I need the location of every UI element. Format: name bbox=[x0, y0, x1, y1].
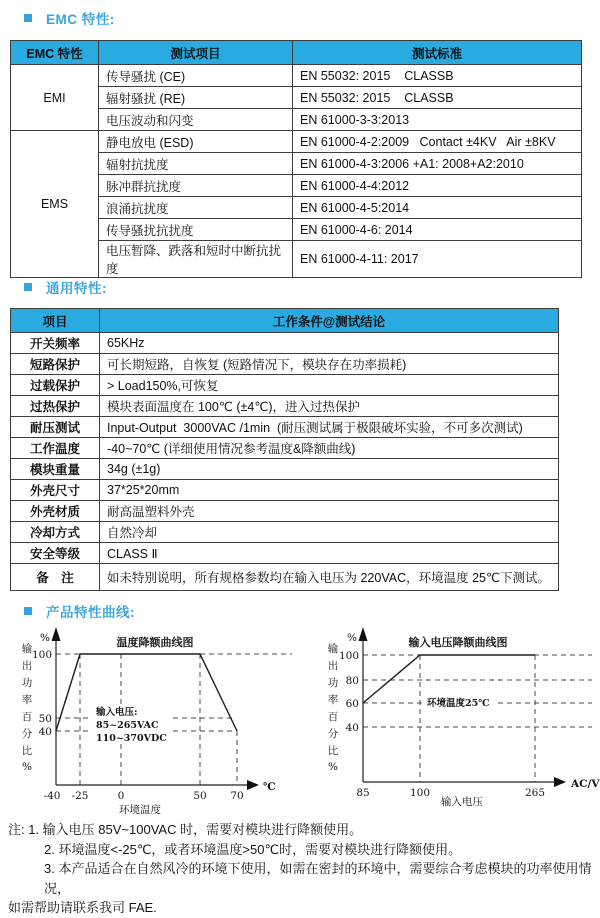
test-item: 静电放电 (ESD) bbox=[99, 131, 293, 153]
table-row bbox=[11, 480, 559, 501]
general-table bbox=[10, 308, 559, 591]
y-unit-label: % bbox=[347, 632, 357, 644]
spec-value: Input-Output 3000VAC /1min (耐压测试属于极限破坏实验，不可多次测试) bbox=[100, 417, 559, 438]
test-standard: EN 61000-4-5:2014 bbox=[293, 197, 582, 219]
spec-value: 可长期短路，自恢复 (短路情况下，模块存在功率损耗) bbox=[100, 354, 559, 375]
test-item: 传导骚扰 (CE) bbox=[99, 65, 293, 87]
y-tick: 80 bbox=[345, 675, 359, 687]
spec-item: 开关频率 bbox=[11, 333, 100, 354]
test-item: 辐射骚扰 (RE) bbox=[99, 87, 293, 109]
table-row bbox=[11, 354, 559, 375]
test-standard: EN 61000-3-3:2013 bbox=[293, 109, 582, 131]
spec-item: 外壳材质 bbox=[11, 501, 100, 522]
spec-item: 过载保护 bbox=[11, 375, 100, 396]
spec-item: 耐压测试 bbox=[11, 417, 100, 438]
table-row bbox=[11, 396, 559, 417]
annotation-line: 输入电压: bbox=[96, 707, 138, 718]
y-axis-arrow-icon bbox=[359, 627, 368, 641]
chart-title: 温度降额曲线图 bbox=[116, 636, 194, 649]
y-tick: 100 bbox=[338, 650, 359, 662]
col-header: 工作条件@测试结论 bbox=[100, 309, 559, 333]
spec-value: 34g (±1g) bbox=[100, 459, 559, 480]
y-axis-arrow-icon bbox=[52, 627, 61, 641]
test-item: 电压波动和闪变 bbox=[99, 109, 293, 131]
y-axis-label-char: 百 bbox=[21, 711, 33, 723]
spec-item: 模块重量 bbox=[11, 459, 100, 480]
spec-value: 37*25*20mm bbox=[100, 480, 559, 501]
spec-value: 模块表面温度在 100℃ (±4℃)，进入过热保护 bbox=[100, 396, 559, 417]
y-tick: 40 bbox=[38, 726, 52, 738]
table-row bbox=[11, 543, 559, 564]
section-title-text: 通用特性: bbox=[46, 281, 107, 296]
x-tick: 265 bbox=[524, 787, 546, 799]
table-row bbox=[11, 438, 559, 459]
x-axis-arrow-icon bbox=[554, 777, 566, 787]
y-axis-label-char: 输 bbox=[327, 643, 339, 655]
spec-value: CLASS Ⅱ bbox=[100, 543, 559, 564]
col-header: EMC 特性 bbox=[11, 41, 99, 65]
spec-value: 自然冷却 bbox=[100, 522, 559, 543]
test-standard: EN 61000-4-3:2006 +A1: 2008+A2:2010 bbox=[293, 153, 582, 175]
table-row bbox=[11, 375, 559, 396]
y-axis-label-char: % bbox=[22, 761, 32, 773]
spec-item: 短路保护 bbox=[11, 354, 100, 375]
x-tick: -40 bbox=[43, 790, 61, 802]
note-line: 2. 环境温度<-25℃，或者环境温度>50℃时，需要对模块进行降额使用。 bbox=[44, 841, 462, 857]
square-bullet-icon bbox=[24, 14, 32, 22]
y-axis-label-char: 率 bbox=[21, 694, 33, 706]
col-header: 测试标准 bbox=[293, 41, 582, 65]
y-tick: 60 bbox=[345, 698, 359, 710]
y-axis-label-char: 出 bbox=[21, 660, 33, 672]
emc-table bbox=[10, 40, 582, 278]
x-tick: 85 bbox=[356, 787, 370, 799]
spec-value: > Load150%,可恢复 bbox=[100, 375, 559, 396]
y-axis-label-char: 比 bbox=[21, 745, 33, 757]
test-item: 脉冲群抗扰度 bbox=[99, 175, 293, 197]
test-item: 浪涌抗扰度 bbox=[99, 197, 293, 219]
table-row bbox=[11, 131, 582, 153]
annotation-line: 85~265VAC bbox=[96, 720, 159, 731]
x-unit-label: AC/V bbox=[571, 778, 600, 790]
note-line: 注: 1. 输入电压 85V~100VAC 时，需要对模块进行降额使用。 bbox=[8, 822, 363, 837]
spec-item: 备 注 bbox=[11, 564, 100, 591]
y-axis-label-char: 比 bbox=[327, 745, 339, 757]
notes-block bbox=[8, 820, 592, 918]
test-standard: EN 61000-4-2:2009 Contact ±4KV Air ±8KV bbox=[293, 131, 582, 153]
spec-value: 耐高温塑料外壳 bbox=[100, 501, 559, 522]
spec-item: 外壳尺寸 bbox=[11, 480, 100, 501]
x-axis-label: 输入电压 bbox=[441, 796, 483, 808]
note-line: 如需帮助请联系我司 FAE. bbox=[8, 900, 157, 915]
square-bullet-icon bbox=[24, 607, 32, 615]
y-axis-label-char: % bbox=[328, 761, 338, 773]
x-tick: 0 bbox=[117, 790, 125, 802]
spec-value: 如未特别说明，所有规格参数均在输入电压为 220VAC，环境温度 25℃下测试。 bbox=[100, 564, 559, 591]
col-header: 项目 bbox=[11, 309, 100, 333]
test-item: 电压暂降、跌落和短时中断抗扰度 bbox=[99, 241, 293, 278]
table-row bbox=[11, 417, 559, 438]
spec-value: -40~70℃ (详细使用情况参考温度&降额曲线) bbox=[100, 438, 559, 459]
x-tick: -25 bbox=[71, 790, 89, 802]
curves-section-title bbox=[24, 601, 135, 621]
table-row bbox=[11, 564, 559, 591]
y-axis-label-char: 出 bbox=[327, 660, 339, 672]
group-label-emi: EMI bbox=[11, 65, 99, 131]
test-standard: EN 61000-4-11: 2017 bbox=[293, 241, 582, 278]
section-title-text: 产品特性曲线: bbox=[46, 605, 135, 620]
test-standard: EN 61000-4-4:2012 bbox=[293, 175, 582, 197]
y-unit-label: % bbox=[40, 632, 50, 644]
x-tick: 100 bbox=[409, 787, 431, 799]
x-axis-label: 环境温度 bbox=[119, 804, 161, 816]
y-axis-label-char: 功 bbox=[327, 677, 339, 689]
temperature-derating-chart bbox=[10, 625, 300, 820]
y-axis-label-char: 分 bbox=[327, 728, 339, 740]
spec-item: 过热保护 bbox=[11, 396, 100, 417]
input-voltage-derating-chart bbox=[300, 625, 600, 820]
spec-item: 冷却方式 bbox=[11, 522, 100, 543]
table-header-row bbox=[11, 309, 559, 333]
y-tick: 50 bbox=[38, 713, 52, 725]
spec-value: 65KHz bbox=[100, 333, 559, 354]
square-bullet-icon bbox=[24, 283, 32, 291]
test-item: 辐射抗扰度 bbox=[99, 153, 293, 175]
y-axis-label-char: 分 bbox=[21, 728, 33, 740]
x-axis-arrow-icon bbox=[247, 780, 259, 790]
spec-item: 安全等级 bbox=[11, 543, 100, 564]
emc-section-title bbox=[24, 8, 115, 28]
test-standard: EN 55032: 2015 CLASSB bbox=[293, 65, 582, 87]
group-label-ems: EMS bbox=[11, 131, 99, 278]
section-title-text: EMC 特性: bbox=[46, 12, 115, 27]
test-standard: EN 55032: 2015 CLASSB bbox=[293, 87, 582, 109]
x-tick: 50 bbox=[193, 790, 207, 802]
x-tick: 70 bbox=[230, 790, 244, 802]
note-line: 3. 本产品适合在自然风冷的环境下使用，如需在密封的环境中，需要综合考虑模块的功率使用情况， bbox=[44, 861, 592, 896]
annotation-line: 环境温度25℃ bbox=[427, 698, 490, 709]
table-row bbox=[11, 459, 559, 480]
x-unit-label: ℃ bbox=[263, 781, 276, 793]
y-axis-label-char: 百 bbox=[327, 711, 339, 723]
y-axis-label-char: 输 bbox=[21, 643, 33, 655]
y-axis-label-char: 功 bbox=[21, 677, 33, 689]
general-section-title bbox=[24, 277, 107, 297]
chart-title: 输入电压降额曲线图 bbox=[408, 636, 508, 649]
spec-item: 工作温度 bbox=[11, 438, 100, 459]
table-row bbox=[11, 501, 559, 522]
test-item: 传导骚扰抗扰度 bbox=[99, 219, 293, 241]
y-tick: 100 bbox=[31, 649, 52, 661]
table-row bbox=[11, 65, 582, 87]
y-axis-label-char: 率 bbox=[327, 694, 339, 706]
test-standard: EN 61000-4-6: 2014 bbox=[293, 219, 582, 241]
y-tick: 40 bbox=[345, 722, 359, 734]
col-header: 测试项目 bbox=[99, 41, 293, 65]
table-row bbox=[11, 333, 559, 354]
annotation-line: 110~370VDC bbox=[96, 733, 167, 744]
table-header-row bbox=[11, 41, 582, 65]
table-row bbox=[11, 522, 559, 543]
